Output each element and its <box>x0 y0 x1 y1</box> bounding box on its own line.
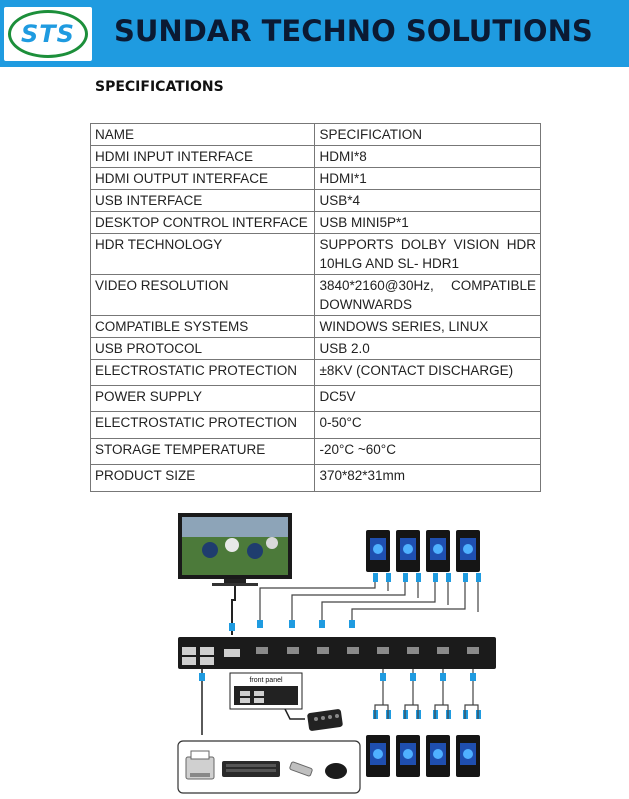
spec-value: USB MINI5P*1 <box>315 212 541 234</box>
spec-value: DC5V <box>315 386 541 412</box>
spec-value: 370*82*31mm <box>315 465 541 492</box>
spec-value: SUPPORTS DOLBY VISION HDR 10HLG AND SL- HDR1 <box>315 234 541 275</box>
spec-value: ±8KV (CONTACT DISCHARGE) <box>315 360 541 386</box>
spec-value: HDMI*8 <box>315 146 541 168</box>
logo-text: STS <box>21 20 75 48</box>
computer-tower-icon <box>426 735 450 777</box>
spec-key: PRODUCT SIZE <box>91 465 315 492</box>
spec-key: HDMI INPUT INTERFACE <box>91 146 315 168</box>
desktop-controller-icon <box>307 709 343 732</box>
table-row <box>91 190 541 212</box>
table-row <box>91 316 541 338</box>
spec-key: ELECTROSTATIC PROTECTION <box>91 412 315 439</box>
spec-key: NAME <box>91 124 315 146</box>
computer-tower-icon <box>366 735 390 777</box>
spec-key: POWER SUPPLY <box>91 386 315 412</box>
table-row <box>91 465 541 492</box>
table-row <box>91 124 541 146</box>
table-row <box>91 168 541 190</box>
table-row <box>91 234 541 275</box>
spec-key: COMPATIBLE SYSTEMS <box>91 316 315 338</box>
spec-value: SPECIFICATION <box>315 124 541 146</box>
table-row <box>91 338 541 360</box>
table-row <box>91 439 541 465</box>
kvm-switch-icon <box>178 637 496 669</box>
spec-key: USB INTERFACE <box>91 190 315 212</box>
connection-diagram <box>160 505 500 797</box>
spec-value: HDMI*1 <box>315 168 541 190</box>
computer-tower-icon <box>396 735 420 777</box>
table-row <box>91 212 541 234</box>
front-panel-label: front panel <box>249 677 283 684</box>
spec-key: DESKTOP CONTROL INTERFACE <box>91 212 315 234</box>
table-row <box>91 412 541 439</box>
spec-value: 3840*2160@30Hz, COMPATIBLE DOWNWARDS <box>315 275 541 316</box>
spec-value: WINDOWS SERIES, LINUX <box>315 316 541 338</box>
spec-value: 0-50°C <box>315 412 541 439</box>
mouse-icon <box>325 763 347 779</box>
spec-key: HDMI OUTPUT INTERFACE <box>91 168 315 190</box>
computer-tower-icon <box>426 530 450 572</box>
spec-value: USB*4 <box>315 190 541 212</box>
spec-key: HDR TECHNOLOGY <box>91 234 315 275</box>
keyboard-icon <box>222 761 280 777</box>
company-logo <box>4 7 92 61</box>
spec-value: USB 2.0 <box>315 338 541 360</box>
computer-tower-icon <box>396 530 420 572</box>
spec-key: USB PROTOCOL <box>91 338 315 360</box>
spec-value: -20°C ~60°C <box>315 439 541 465</box>
front-panel-inset <box>230 673 302 709</box>
monitor-icon <box>178 513 292 586</box>
table-row <box>91 386 541 412</box>
spec-key: STORAGE TEMPERATURE <box>91 439 315 465</box>
section-title: SPECIFICATIONS <box>95 79 224 95</box>
table-row <box>91 275 541 316</box>
table-row <box>91 146 541 168</box>
spec-key: ELECTROSTATIC PROTECTION <box>91 360 315 386</box>
spec-table <box>90 123 541 492</box>
header-banner <box>0 0 629 67</box>
computer-tower-icon <box>456 530 480 572</box>
computer-tower-icon <box>366 530 390 572</box>
computer-tower-icon <box>456 735 480 777</box>
spec-key: VIDEO RESOLUTION <box>91 275 315 316</box>
table-row <box>91 360 541 386</box>
company-name: SUNDAR TECHNO SOLUTIONS <box>114 14 593 48</box>
